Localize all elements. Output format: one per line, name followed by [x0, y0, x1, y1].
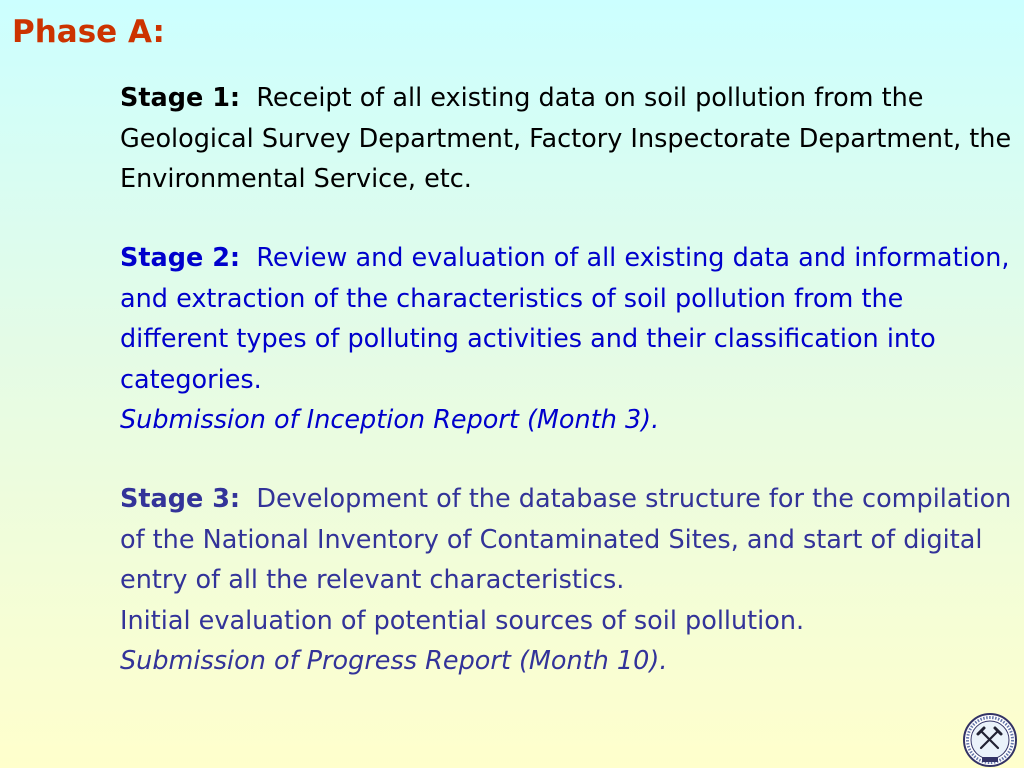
institution-seal-logo: [962, 712, 1018, 768]
phase-title: Phase A:: [12, 14, 165, 50]
stage-3-extra-text: Initial evaluation of potential sources of soil pollution.: [120, 605, 805, 636]
stage-1-label: Stage 1:: [120, 83, 241, 113]
stage-2-block: [120, 238, 1015, 441]
stage-2-text: Review and evaluation of all existing data and information, and extraction of the characteristics of soil pollution from the different types of polluting activities and their classification into categories.: [120, 243, 1010, 395]
stage-3-submission-note: Submission of Progress Report (Month 10).: [120, 646, 668, 676]
stage-3-text: Development of the database structure for the compilation of the National Inventory of Contaminated Sites, and start of digital entry of all the relevant characteristics.: [120, 484, 1012, 595]
stage-3-block: [120, 479, 1015, 682]
stage-2-label: Stage 2:: [120, 243, 241, 273]
stage-3-label: Stage 3:: [120, 484, 241, 514]
stage-2-submission-note: Submission of Inception Report (Month 3).: [120, 405, 660, 435]
stage-1-block: [120, 78, 1015, 200]
stage-1-text: Receipt of all existing data on soil pollution from the Geological Survey Department, Factory Inspectorate Department, the Environmental Service, etc.: [120, 83, 1012, 194]
